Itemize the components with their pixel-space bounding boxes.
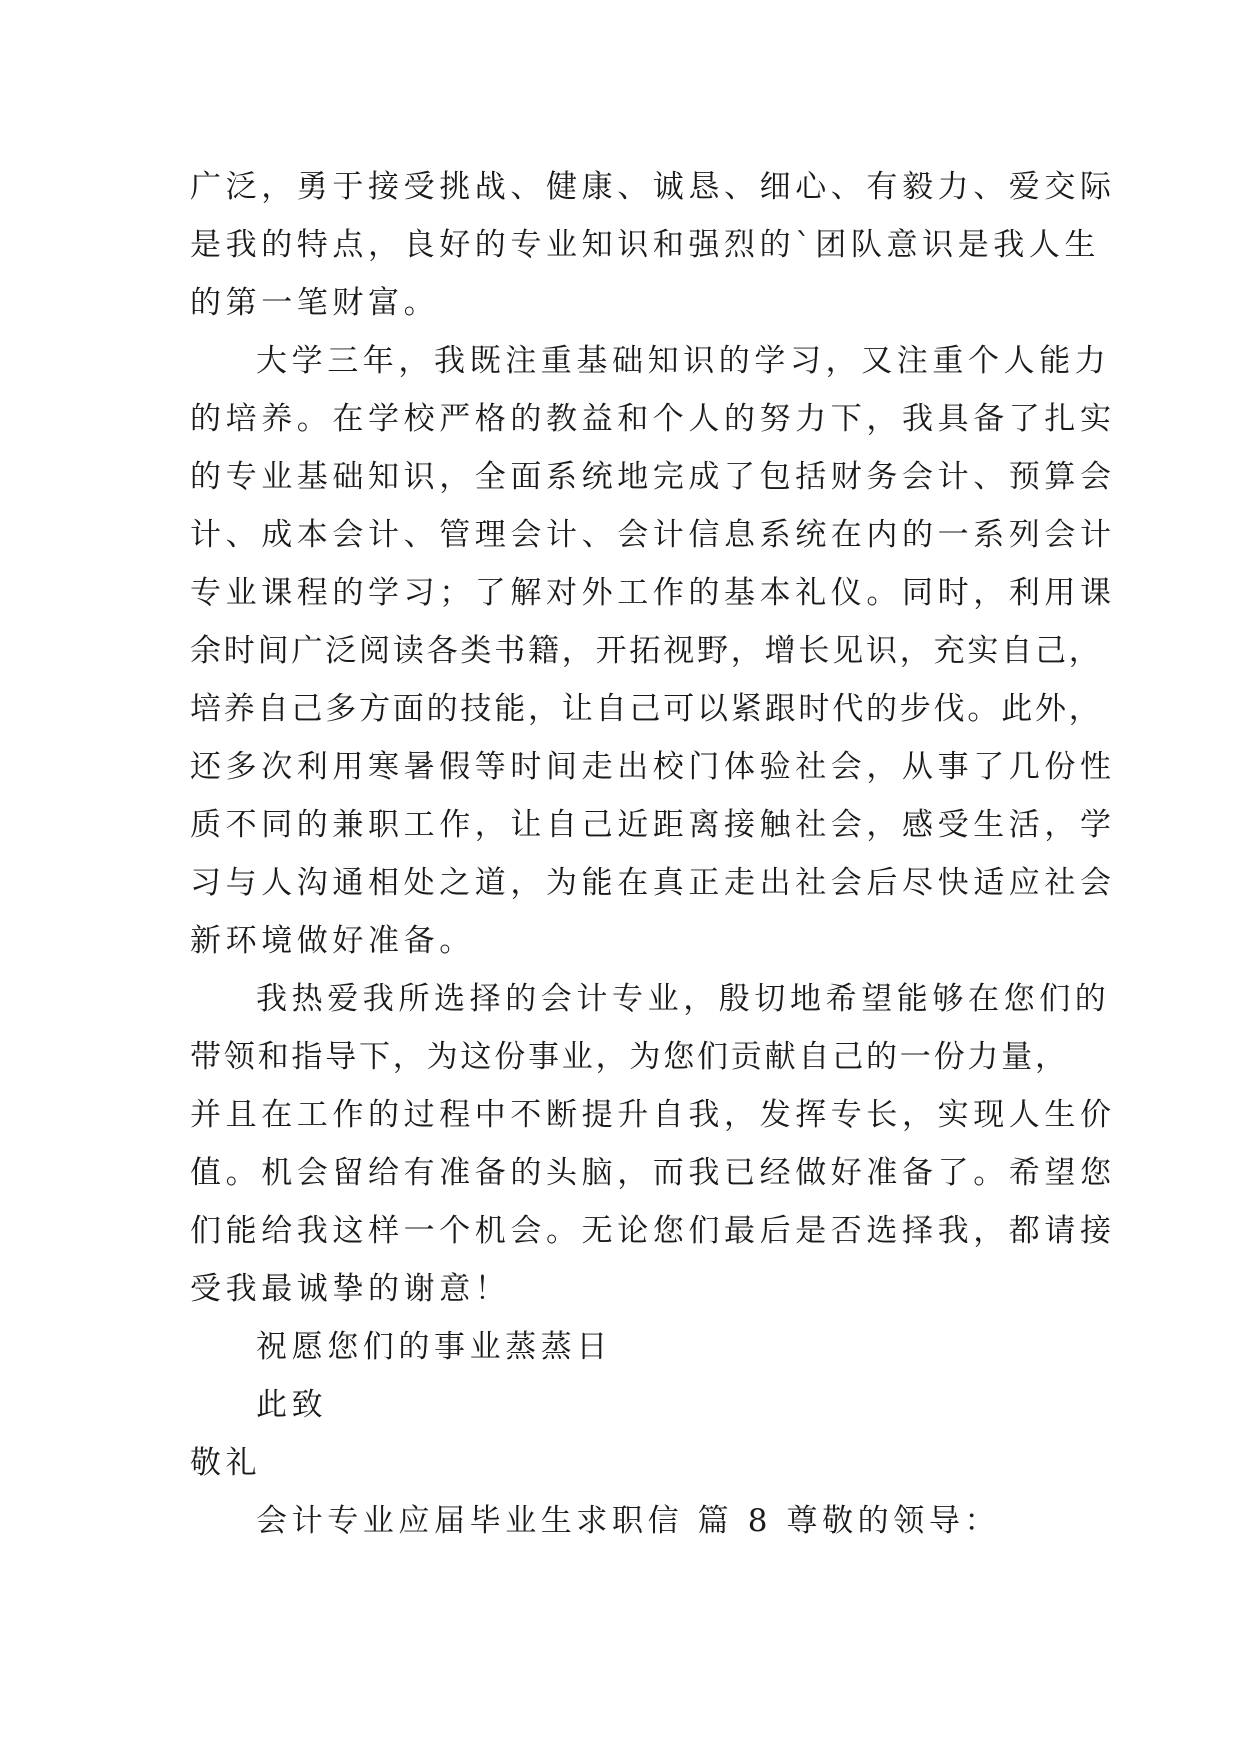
paragraph-line: 受我最诚挚的谢意！	[190, 1271, 511, 1307]
paragraph-line: 质不同的兼职工作，让自己近距离接触社会，感受生活，学	[190, 807, 1116, 843]
paragraph-1	[190, 158, 1116, 332]
paragraph-2	[190, 332, 1116, 970]
closing-block	[190, 1318, 1060, 1492]
paragraph-line: 值。机会留给有准备的头脑，而我已经做好准备了。希望您	[190, 1155, 1116, 1191]
section-heading: 会计专业应届毕业生求职信 篇 8 尊敬的领导：	[256, 1503, 1001, 1539]
paragraph-line: 广泛，勇于接受挑战、健康、诚恳、细心、有毅力、爱交际	[190, 169, 1116, 205]
next-section	[190, 1492, 1060, 1550]
paragraph-line: 的培养。在学校严格的教益和个人的努力下，我具备了扎实	[190, 401, 1116, 437]
paragraph-line: 新环境做好准备。	[190, 923, 475, 959]
paragraph-line: 还多次利用寒暑假等时间走出校门体验社会，从事了几份性	[190, 749, 1116, 785]
paragraph-line: 计、成本会计、管理会计、会计信息系统在内的一系列会计	[190, 517, 1116, 553]
closing-regards-1: 此致	[256, 1387, 328, 1423]
paragraph-line: 的第一笔财富。	[190, 285, 440, 321]
closing-regards-2: 敬礼	[190, 1445, 262, 1481]
paragraph-line: 我热爱我所选择的会计专业，殷切地希望能够在您们的	[256, 981, 1111, 1017]
paragraph-3	[190, 970, 1116, 1318]
document-body	[190, 158, 1116, 1550]
paragraph-line: 培养自己多方面的技能，让自己可以紧跟时代的步伐。此外，	[190, 691, 1103, 727]
paragraph-line: 们能给我这样一个机会。无论您们最后是否选择我，都请接	[190, 1213, 1116, 1249]
paragraph-line: 并且在工作的过程中不断提升自我，发挥专长，实现人生价	[190, 1097, 1116, 1133]
paragraph-line: 是我的特点，良好的专业知识和强烈的`团队意识是我人生	[190, 227, 1101, 263]
paragraph-line: 专业课程的学习；了解对外工作的基本礼仪。同时，利用课	[190, 575, 1116, 611]
paragraph-line: 习与人沟通相处之道，为能在真正走出社会后尽快适应社会	[190, 865, 1116, 901]
paragraph-line: 带领和指导下，为这份事业，为您们贡献自己的一份力量，	[190, 1039, 1069, 1075]
paragraph-line: 大学三年，我既注重基础知识的学习，又注重个人能力	[256, 343, 1111, 379]
paragraph-line: 余时间广泛阅读各类书籍，开拓视野，增长见识，充实自己，	[190, 633, 1103, 669]
closing-wish: 祝愿您们的事业蒸蒸日	[256, 1329, 612, 1365]
paragraph-line: 的专业基础知识，全面系统地完成了包括财务会计、预算会	[190, 459, 1116, 495]
